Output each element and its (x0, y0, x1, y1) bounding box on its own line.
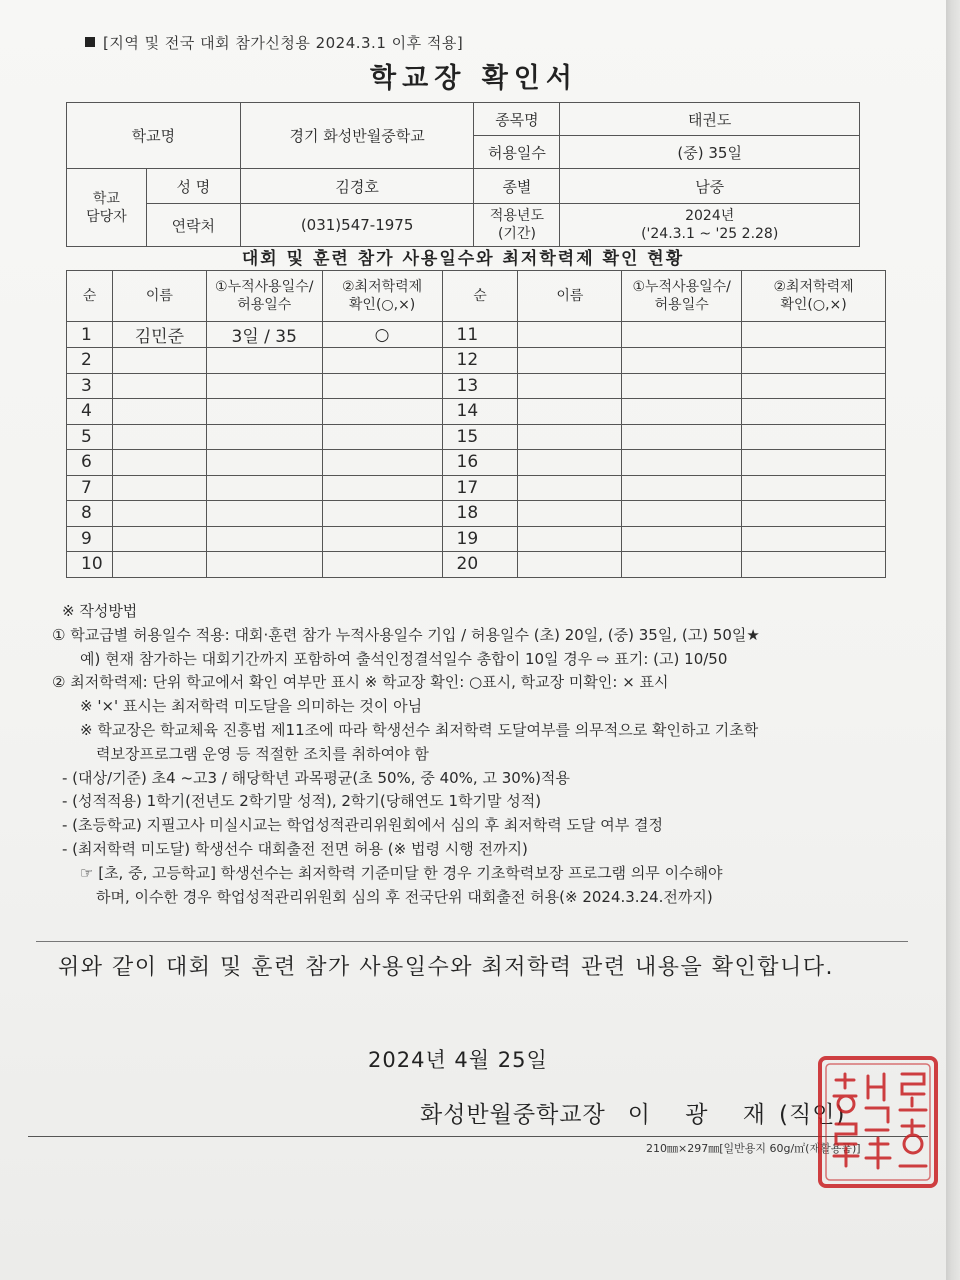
issue-date: 2024년 4월 25일 (368, 1048, 548, 1072)
row-name-2 (518, 450, 622, 476)
bottom-rule (28, 1136, 928, 1137)
col-min-2-line2: 확인(○,×) (780, 297, 847, 313)
row-name (112, 552, 206, 578)
table-row (67, 424, 886, 450)
row-days (206, 552, 322, 578)
gender-value: 남중 (560, 169, 860, 204)
row-num: 2 (67, 348, 113, 374)
row-num-2: 14 (442, 399, 518, 425)
row-min (322, 475, 442, 501)
year-value-line2: ('24.3.1 ~ '25 2.28) (641, 226, 779, 242)
staff-label-line1: 학교 (92, 190, 120, 207)
row-days-2 (622, 348, 742, 374)
row-name-2 (518, 373, 622, 399)
col-min-2-line1: ②최저학력제 (773, 279, 854, 295)
row-days-2 (622, 450, 742, 476)
note-line: 예) 현재 참가하는 대회기간까지 포함하여 출석인정결석일수 총합이 10일 경우 ⇨ 표기: (고) 10/50 (80, 649, 728, 668)
event-label: 종목명 (474, 103, 560, 136)
row-name (112, 526, 206, 552)
table-row (67, 399, 886, 425)
col-days-2-line2: 허용일수 (654, 297, 709, 313)
row-days (206, 348, 322, 374)
allowed-days-label: 허용일수 (474, 136, 560, 169)
row-min-2 (742, 322, 886, 348)
row-num-2: 16 (442, 450, 518, 476)
notice-line (85, 32, 463, 53)
col-name-2: 이름 (518, 271, 622, 322)
row-days (206, 450, 322, 476)
row-name-2 (518, 475, 622, 501)
col-num: 순 (67, 271, 113, 322)
row-min-2 (742, 526, 886, 552)
note-line: ※ 학교장은 학교체육 진흥법 제11조에 따라 학생선수 최저학력 도달여부를 의무적으로 확인하고 기초학 (80, 720, 759, 739)
row-min (322, 526, 442, 552)
row-num-2: 19 (442, 526, 518, 552)
name-value: 김경호 (240, 169, 474, 204)
row-days-2 (622, 399, 742, 425)
divider (36, 941, 908, 942)
row-min (322, 450, 442, 476)
row-min (322, 348, 442, 374)
page-title: 학교장 확인서 (370, 63, 578, 94)
row-min-2 (742, 475, 886, 501)
row-days (206, 424, 322, 450)
col-min (322, 271, 442, 322)
row-days (206, 501, 322, 527)
note-line: - (초등학교) 지필고사 미실시교는 학업성적관리위원회에서 심의 후 최저학력 도달 여부 결정 (62, 816, 663, 835)
year-value (560, 204, 860, 247)
row-days (206, 475, 322, 501)
row-name (112, 348, 206, 374)
row-days (206, 373, 322, 399)
row-num: 5 (67, 424, 113, 450)
row-name-2 (518, 399, 622, 425)
allowed-days-value: (중) 35일 (560, 136, 860, 169)
row-min: ○ (322, 322, 442, 348)
row-days-2 (622, 475, 742, 501)
row-min-2 (742, 552, 886, 578)
row-name-2 (518, 348, 622, 374)
gender-label: 종별 (474, 169, 560, 204)
note-line: ② 최저학력제: 단위 학교에서 확인 여부만 표시 ※ 학교장 확인: ○표시, 학교장 미확인: × 표시 (52, 673, 669, 692)
col-name: 이름 (112, 271, 206, 322)
notice-text: [지역 및 전국 대회 참가신청용 2024.3.1 이후 적용] (103, 34, 464, 52)
table-row (67, 501, 886, 527)
col-min-line2: 확인(○,×) (348, 297, 416, 313)
school-value: 경기 화성반월중학교 (240, 103, 474, 169)
row-num-2: 12 (442, 348, 518, 374)
note-line: - (최저학력 미도달) 학생선수 대회출전 전면 허용 (※ 법령 시행 전까지) (62, 839, 528, 858)
row-min-2 (742, 450, 886, 476)
row-num-2: 15 (442, 424, 518, 450)
row-name (112, 475, 206, 501)
table-row (67, 526, 886, 552)
row-days (206, 399, 322, 425)
participation-table (66, 270, 886, 578)
col-num-2: 순 (442, 271, 518, 322)
col-min-line1: ②최저학력제 (342, 279, 423, 295)
col-days-line1: ①누적사용일수/ (215, 279, 314, 295)
name-label: 성 명 (146, 169, 240, 204)
school-info-table (66, 102, 860, 247)
signer-name: 이 광 재 (627, 1102, 780, 1128)
row-num: 3 (67, 373, 113, 399)
row-days-2 (622, 526, 742, 552)
school-label: 학교명 (67, 103, 241, 169)
row-days (206, 526, 322, 552)
table-header-row (67, 271, 886, 322)
row-name-2 (518, 526, 622, 552)
square-bullet-icon (85, 37, 95, 47)
row-num: 9 (67, 526, 113, 552)
col-days (206, 271, 322, 322)
row-num: 8 (67, 501, 113, 527)
row-min (322, 552, 442, 578)
row-num-2: 18 (442, 501, 518, 527)
row-min (322, 373, 442, 399)
row-min-2 (742, 348, 886, 374)
event-value: 태권도 (560, 103, 860, 136)
note-line: ※ '×' 표시는 최저학력 미도달을 의미하는 것이 아님 (80, 697, 423, 716)
row-name-2 (518, 552, 622, 578)
row-name-2 (518, 424, 622, 450)
note-line: ① 학교급별 허용일수 적용: 대회·훈련 참가 누적사용일수 기입 / 허용일수 (초) 20일, (중) 35일, (고) 50일★ (52, 625, 760, 644)
note-line: - (대상/기준) 초4 ~고3 / 해당학년 과목평균(초 50%, 중 40%, 고 30%)적용 (62, 768, 570, 787)
col-days-2-line1: ①누적사용일수/ (632, 279, 731, 295)
table-row (67, 322, 886, 348)
signer-line (420, 1096, 845, 1129)
row-num-2: 13 (442, 373, 518, 399)
year-label (474, 204, 560, 247)
year-label-line1: 적용년도 (489, 208, 544, 224)
row-min-2 (742, 373, 886, 399)
row-min-2 (742, 424, 886, 450)
table-row (67, 552, 886, 578)
paper-spec: 210㎜×297㎜[일반용지 60g/㎡(재활용품)] (646, 1142, 861, 1155)
year-value-line1: 2024년 (685, 208, 735, 224)
row-min (322, 501, 442, 527)
contact-label: 연락처 (146, 204, 240, 247)
row-days-2 (622, 322, 742, 348)
row-min-2 (742, 399, 886, 425)
col-min-2 (742, 271, 886, 322)
confirmation-text: 위와 같이 대회 및 훈련 참가 사용일수와 최저학력 관련 내용을 확인합니다. (58, 955, 834, 980)
row-name (112, 450, 206, 476)
row-name (112, 424, 206, 450)
table-row (67, 373, 886, 399)
row-num-2: 11 (442, 322, 518, 348)
row-num: 6 (67, 450, 113, 476)
row-name: 김민준 (112, 322, 206, 348)
note-line: 력보장프로그램 운영 등 적절한 조치를 취하여야 함 (96, 744, 429, 763)
signer-suffix: (직인) (779, 1102, 846, 1128)
col-days-line2: 허용일수 (237, 297, 292, 313)
note-line: 하며, 이수한 경우 학업성적관리위원회 심의 후 전국단위 대회출전 허용(※ 2024.3.24.전까지) (96, 887, 713, 906)
table-row (67, 450, 886, 476)
contact-value: (031)547-1975 (240, 204, 474, 247)
row-days-2 (622, 552, 742, 578)
note-line: ☞ [초, 중, 고등학교] 학생선수는 최저학력 기준미달 한 경우 기초학력보장 프로그램 의무 이수해야 (80, 863, 723, 882)
row-num: 7 (67, 475, 113, 501)
instructions-heading: ※ 작성방법 (62, 602, 138, 620)
col-days-2 (622, 271, 742, 322)
instructions (52, 600, 932, 909)
row-min (322, 399, 442, 425)
row-days-2 (622, 373, 742, 399)
row-name (112, 399, 206, 425)
staff-label (67, 169, 147, 247)
row-name-2 (518, 501, 622, 527)
row-name (112, 373, 206, 399)
row-num-2: 17 (442, 475, 518, 501)
note-line: - (성적적용) 1학기(전년도 2학기말 성적), 2학기(당해연도 1학기말 성적) (62, 792, 542, 811)
row-num: 4 (67, 399, 113, 425)
page-edge (946, 0, 960, 1280)
row-min (322, 424, 442, 450)
official-seal-icon (814, 1052, 942, 1192)
table-row (67, 348, 886, 374)
row-min-2 (742, 501, 886, 527)
section-title: 대회 및 훈련 참가 사용일수와 최저학력제 확인 현황 (241, 249, 685, 269)
row-days: 3일 / 35 (206, 322, 322, 348)
row-name (112, 501, 206, 527)
row-num-2: 20 (442, 552, 518, 578)
row-name-2 (518, 322, 622, 348)
signer-school: 화성반월중학교장 (420, 1102, 606, 1128)
row-num: 10 (67, 552, 113, 578)
row-days-2 (622, 501, 742, 527)
row-num: 1 (67, 322, 113, 348)
row-days-2 (622, 424, 742, 450)
staff-label-line2: 담당자 (86, 208, 127, 225)
table-row (67, 475, 886, 501)
year-label-line2: (기간) (497, 226, 536, 242)
